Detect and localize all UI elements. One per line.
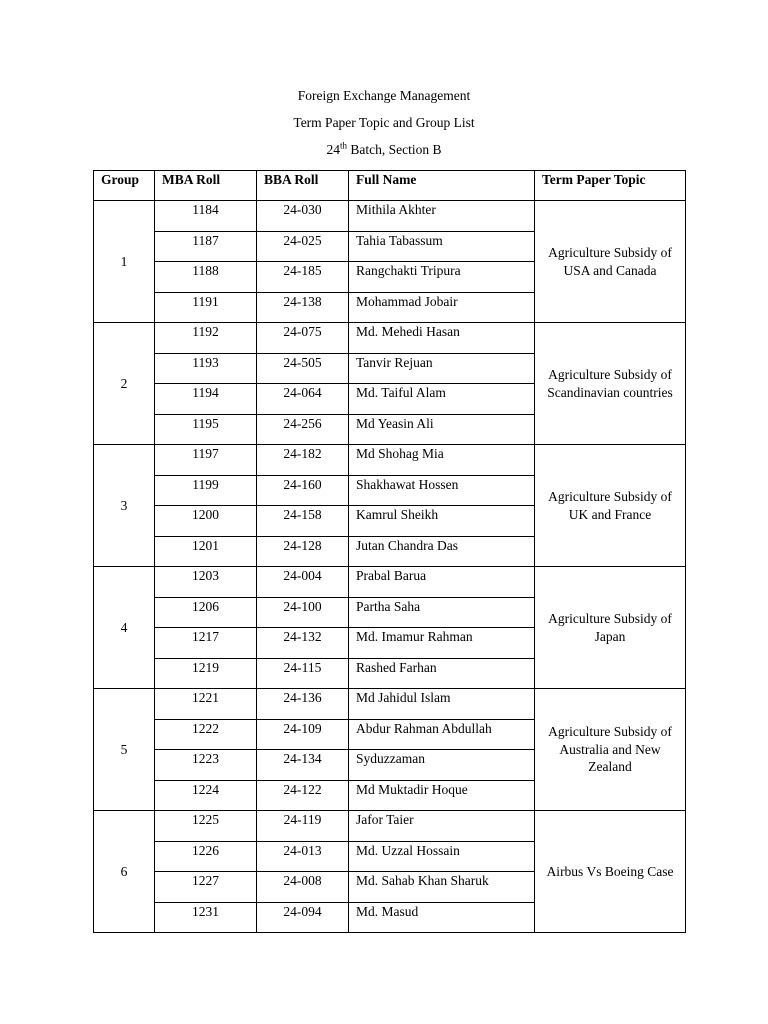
bba-roll-cell: 24-075 (257, 323, 349, 354)
mba-roll-cell: 1200 (155, 506, 257, 537)
full-name-cell: Prabal Barua (349, 567, 535, 598)
mba-roll-cell: 1188 (155, 262, 257, 293)
mba-roll-cell: 1226 (155, 841, 257, 872)
bba-roll-cell: 24-008 (257, 872, 349, 903)
mba-roll-cell: 1224 (155, 780, 257, 811)
bba-roll-cell: 24-256 (257, 414, 349, 445)
bba-roll-cell: 24-185 (257, 262, 349, 293)
mba-roll-cell: 1225 (155, 811, 257, 842)
table-row (94, 201, 686, 232)
full-name-cell: Partha Saha (349, 597, 535, 628)
mba-roll-cell: 1231 (155, 902, 257, 933)
mba-roll-cell: 1199 (155, 475, 257, 506)
group-number-cell: 4 (94, 567, 155, 689)
full-name-cell: Md. Imamur Rahman (349, 628, 535, 659)
full-name-cell: Md Muktadir Hoque (349, 780, 535, 811)
full-name-cell: Syduzzaman (349, 750, 535, 781)
full-name-cell: Kamrul Sheikh (349, 506, 535, 537)
group-list-table (93, 170, 686, 933)
mba-roll-cell: 1187 (155, 231, 257, 262)
full-name-cell: Jutan Chandra Das (349, 536, 535, 567)
table-row (94, 323, 686, 354)
full-name-cell: Md. Mehedi Hasan (349, 323, 535, 354)
mba-roll-cell: 1195 (155, 414, 257, 445)
mba-roll-cell: 1197 (155, 445, 257, 476)
table-row (94, 811, 686, 842)
full-name-cell: Tanvir Rejuan (349, 353, 535, 384)
bba-roll-cell: 24-030 (257, 201, 349, 232)
full-name-cell: Abdur Rahman Abdullah (349, 719, 535, 750)
group-number-cell: 3 (94, 445, 155, 567)
bba-roll-cell: 24-115 (257, 658, 349, 689)
mba-roll-cell: 1206 (155, 597, 257, 628)
full-name-cell: Md. Uzzal Hossain (349, 841, 535, 872)
bba-roll-cell: 24-004 (257, 567, 349, 598)
bba-roll-cell: 24-013 (257, 841, 349, 872)
full-name-cell: Jafor Taier (349, 811, 535, 842)
mba-roll-cell: 1217 (155, 628, 257, 659)
term-paper-topic-cell: Airbus Vs Boeing Case (535, 811, 686, 933)
full-name-cell: Mithila Akhter (349, 201, 535, 232)
bba-roll-cell: 24-134 (257, 750, 349, 781)
mba-roll-cell: 1193 (155, 353, 257, 384)
bba-roll-cell: 24-138 (257, 292, 349, 323)
mba-roll-cell: 1194 (155, 384, 257, 415)
bba-roll-cell: 24-132 (257, 628, 349, 659)
bba-roll-cell: 24-094 (257, 902, 349, 933)
bba-roll-cell: 24-182 (257, 445, 349, 476)
full-name-cell: Tahia Tabassum (349, 231, 535, 262)
full-name-cell: Md. Sahab Khan Sharuk (349, 872, 535, 903)
bba-roll-cell: 24-100 (257, 597, 349, 628)
header-full-name: Full Name (349, 171, 535, 201)
table-header-row (94, 171, 686, 201)
table-row (94, 567, 686, 598)
batch-ordinal-suffix: th (339, 140, 347, 151)
term-paper-topic-cell: Agriculture Subsidy of Australia and New Zealand (535, 689, 686, 811)
header-term-paper-topic: Term Paper Topic (535, 171, 686, 201)
table-body (94, 201, 686, 933)
batch-section-text: Batch, Section B (347, 142, 442, 157)
mba-roll-cell: 1184 (155, 201, 257, 232)
term-paper-topic-cell: Agriculture Subsidy of UK and France (535, 445, 686, 567)
mba-roll-cell: 1223 (155, 750, 257, 781)
group-number-cell: 5 (94, 689, 155, 811)
mba-roll-cell: 1201 (155, 536, 257, 567)
mba-roll-cell: 1227 (155, 872, 257, 903)
bba-roll-cell: 24-158 (257, 506, 349, 537)
full-name-cell: Md. Masud (349, 902, 535, 933)
full-name-cell: Rangchakti Tripura (349, 262, 535, 293)
document-title: Foreign Exchange Management (297, 88, 471, 103)
group-number-cell: 2 (94, 323, 155, 445)
bba-roll-cell: 24-136 (257, 689, 349, 720)
full-name-cell: Shakhawat Hossen (349, 475, 535, 506)
bba-roll-cell: 24-505 (257, 353, 349, 384)
full-name-cell: Mohammad Jobair (349, 292, 535, 323)
document-subtitle: Term Paper Topic and Group List (293, 115, 475, 130)
full-name-cell: Rashed Farhan (349, 658, 535, 689)
header-mba-roll: MBA Roll (155, 171, 257, 201)
mba-roll-cell: 1191 (155, 292, 257, 323)
term-paper-topic-cell: Agriculture Subsidy of Scandinavian countries (535, 323, 686, 445)
bba-roll-cell: 24-160 (257, 475, 349, 506)
bba-roll-cell: 24-122 (257, 780, 349, 811)
batch-number: 24 (326, 142, 340, 157)
mba-roll-cell: 1219 (155, 658, 257, 689)
bba-roll-cell: 24-025 (257, 231, 349, 262)
header-group: Group (94, 171, 155, 201)
bba-roll-cell: 24-064 (257, 384, 349, 415)
term-paper-topic-cell: Agriculture Subsidy of USA and Canada (535, 201, 686, 323)
mba-roll-cell: 1203 (155, 567, 257, 598)
table-row (94, 689, 686, 720)
bba-roll-cell: 24-119 (257, 811, 349, 842)
mba-roll-cell: 1192 (155, 323, 257, 354)
group-number-cell: 6 (94, 811, 155, 933)
full-name-cell: Md Yeasin Ali (349, 414, 535, 445)
mba-roll-cell: 1221 (155, 689, 257, 720)
full-name-cell: Md. Taiful Alam (349, 384, 535, 415)
term-paper-topic-cell: Agriculture Subsidy of Japan (535, 567, 686, 689)
full-name-cell: Md Jahidul Islam (349, 689, 535, 720)
group-number-cell: 1 (94, 201, 155, 323)
full-name-cell: Md Shohag Mia (349, 445, 535, 476)
header-bba-roll: BBA Roll (257, 171, 349, 201)
table-row (94, 445, 686, 476)
mba-roll-cell: 1222 (155, 719, 257, 750)
batch-section-line (0, 142, 768, 158)
bba-roll-cell: 24-128 (257, 536, 349, 567)
bba-roll-cell: 24-109 (257, 719, 349, 750)
